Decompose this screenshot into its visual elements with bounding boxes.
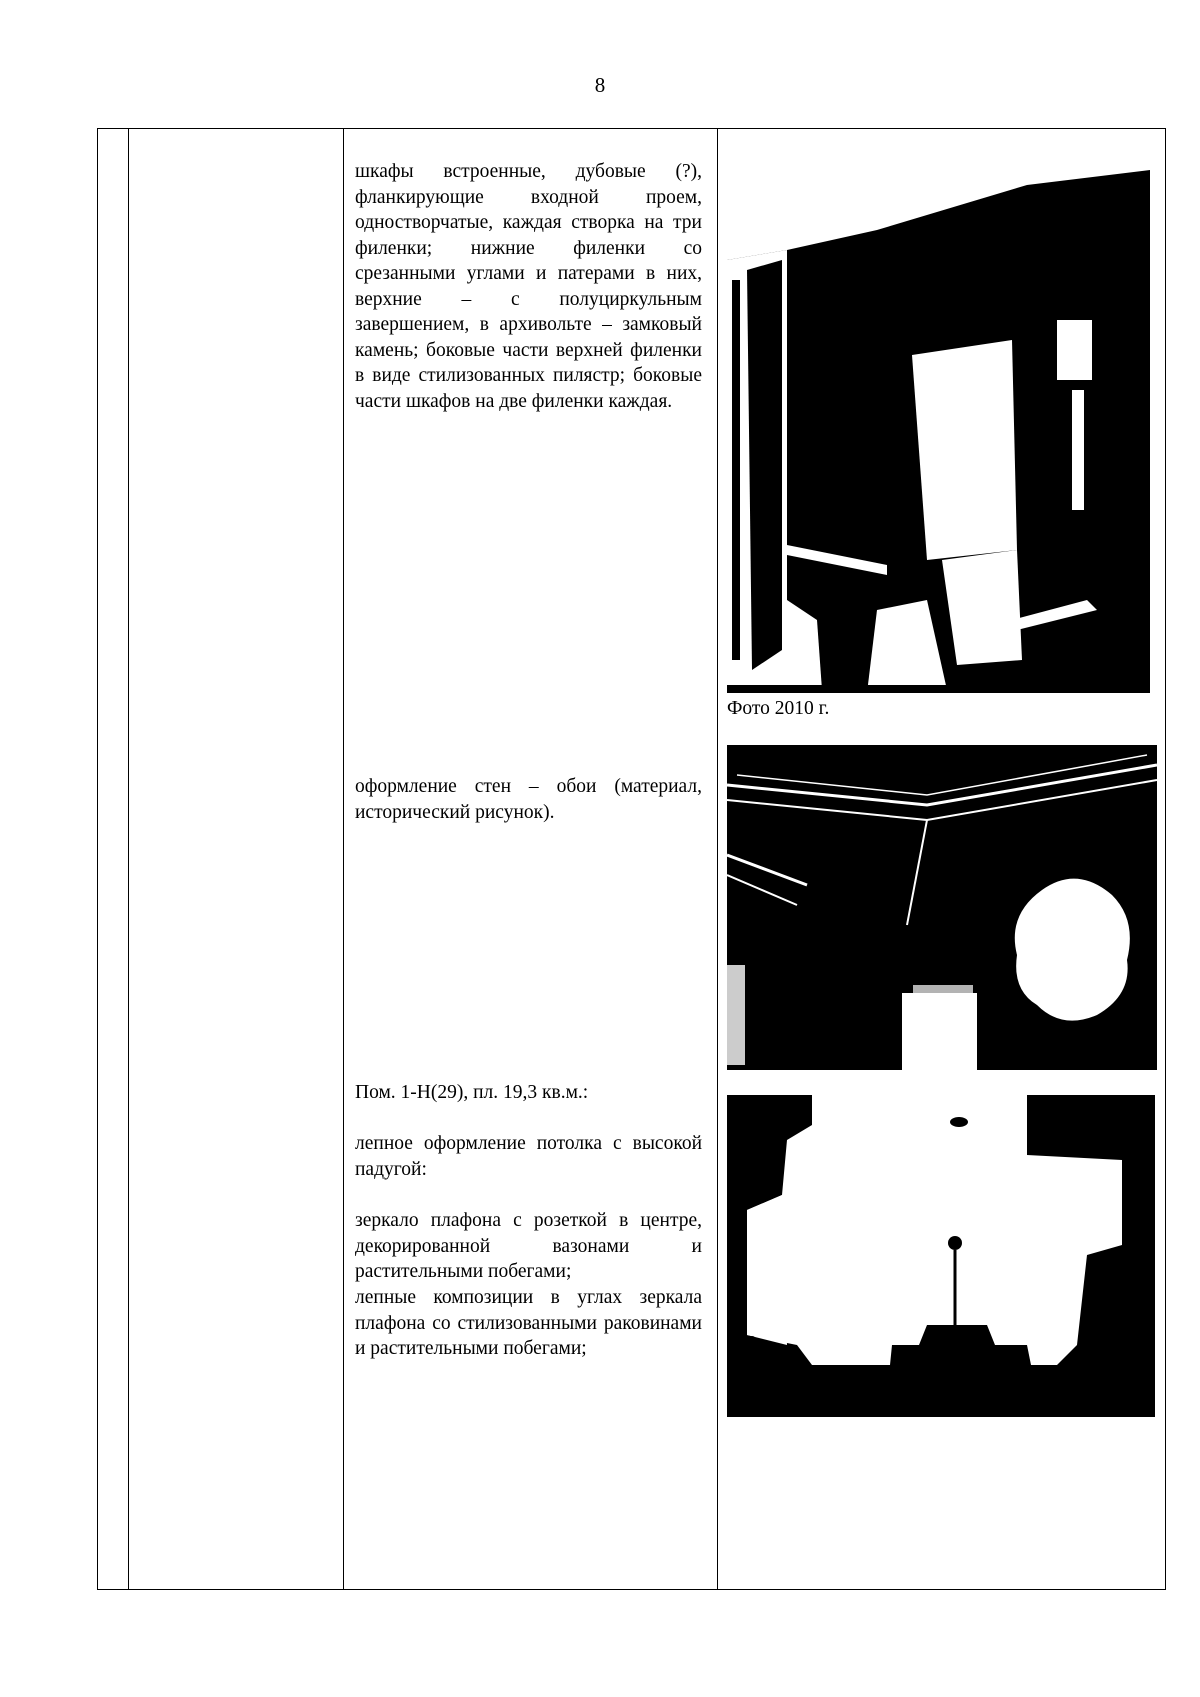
photo-ceiling-drawing [727, 1095, 1155, 1417]
text-cabinets: шкафы встроенные, дубовые (?), фланкирующие входной проем, одностворчатые, каждая створка на три филенки; нижние филенки со срезанными углами и патерами в них, верхние – с полуциркульным завершением, в архивольте – замковый камень; боковые части верхней филенки в виде стилизованных пилястр; боковые части шкафов на две филенки каждая. [355, 161, 702, 412]
column-divider-1 [128, 128, 129, 1590]
photo-wall-ceiling-drawing [727, 745, 1157, 1070]
text-mirror: зеркало плафона с розеткой в центре, декорированной вазонами и растительными побегами; [355, 1210, 702, 1282]
photo-doorway-cabinets [727, 130, 1150, 693]
photo-doorway-drawing [727, 130, 1150, 693]
text-ceiling: лепное оформление потолка с высокой падугой: [355, 1133, 702, 1180]
text-walls: оформление стен – обои (материал, исторический рисунок). [355, 776, 702, 823]
text-walls-block [355, 774, 702, 825]
photo-wall-ceiling [727, 745, 1157, 1070]
text-ceiling-block [355, 1131, 702, 1182]
text-corners: лепные композиции в углах зеркала плафона со стилизованными раковинами и растительными побегами; [355, 1287, 702, 1359]
text-cabinets-block [355, 159, 702, 414]
text-mirror-block [355, 1208, 702, 1285]
column-divider-2 [343, 128, 344, 1590]
text-corners-block [355, 1285, 702, 1362]
room-header: Пом. 1-Н(29), пл. 19,3 кв.м.: [355, 1082, 589, 1103]
column-divider-3 [717, 128, 718, 1590]
photo-ceiling-chandelier [727, 1095, 1155, 1417]
page-number: 8 [594, 73, 606, 97]
photo-caption-2010: Фото 2010 г. [727, 698, 830, 719]
room-header-block [355, 1080, 702, 1106]
